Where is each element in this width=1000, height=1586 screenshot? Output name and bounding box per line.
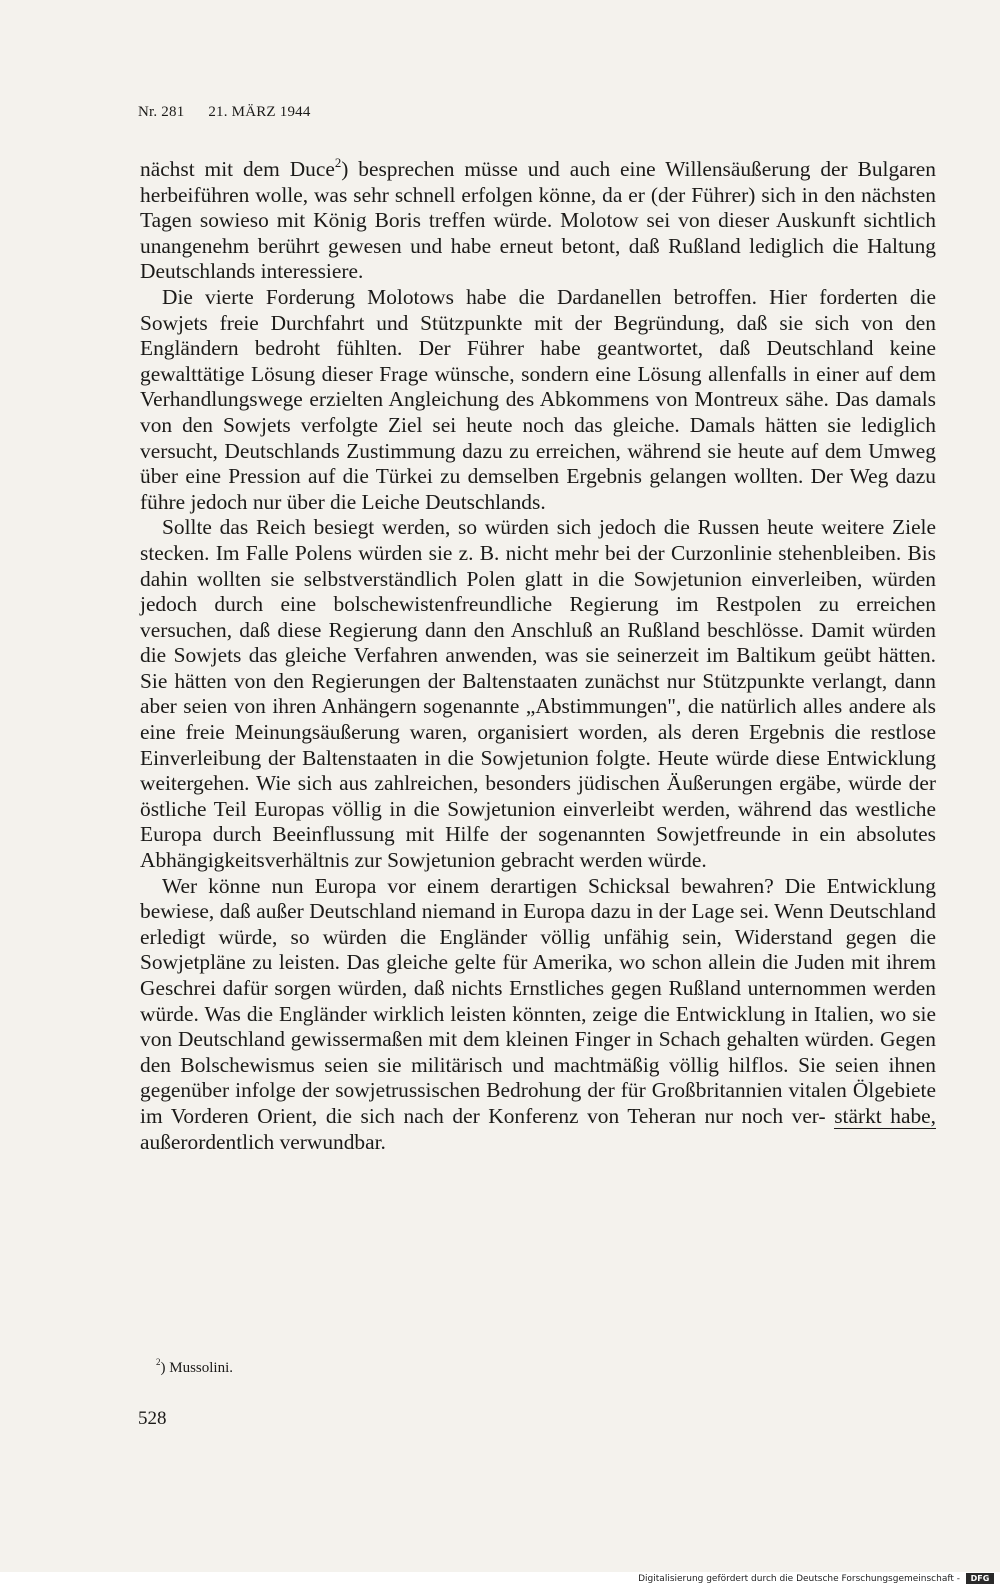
paragraph-1-start: nächst mit dem Duce [140, 157, 335, 181]
paragraph-4-end: außerordentlich verwundbar. [140, 1129, 386, 1154]
paragraph-1 [140, 157, 936, 285]
dfg-logo: DFG [966, 1573, 994, 1584]
footnote [156, 1357, 234, 1377]
footnote-reference: 2 [334, 155, 342, 170]
paragraph-3: Sollte das Reich besiegt werden, so würden sich jedoch die Russen heute weitere Ziele stecken. Im Falle Polens würden sie z. B. nicht mehr bei der Curzonlinie stehenbleiben. Bis dahin wollten sie selbstverständlich Polen glatt in die Sowjetunion einverleiben, würden jedoch durch eine bolschewistenfreundliche Regierung im Restpolen zu erreichen versuchen, daß diese Regierung dann den Anschluß an Rußland beschlösse. Damit würden die Sowjets das gleiche Verfahren anwenden, was sie seinerzeit im Baltikum geübt hätten. Sie hätten von den Regierungen der Baltenstaaten zunächst nur Stützpunkte verlangt, dann aber seien von ihren Anhängern sogenannte „Abstimmungen", die natürlich alles andere als eine freie Meinungsäußerung waren, organisiert worden, als deren Ergebnis die restlose Einverleibung der Baltenstaaten in die Sowjetunion folgte. Heute würde diese Entwicklung weitergehen. Wie sich aus zahlreichen, besonders jüdischen Äußerungen ergäbe, würde der östliche Teil Europas völlig in die Sowjetunion einverleibt werden, während das westliche Europa durch Beeinflussung mit Hilfe der sogenannten Sowjetfreunde in ein absolutes Abhängigkeitsverhältnis zur Sowjetunion gebracht werden würde. [140, 515, 936, 873]
document-number: Nr. 281 [138, 104, 185, 120]
paragraph-4-main: Wer könne nun Europa vor einem derartigen Schicksal bewahren? Die Entwicklung bewiese, daß außer Deutschland niemand in Europa dazu in der Lage sei. Wenn Deutschland erledigt würde, so würden die Engländer völlig unfähig sein, Widerstand gegen die Sowjetpläne zu leisten. Das gleiche gelte für Amerika, wo schon allein die Juden mit ihrem Geschrei dafür sorgen würden, daß nichts Ernstliches gegen Rußland unternommen werden würde. Was die Engländer wirklich leisten könnten, zeige die Entwicklung in Italien, wo sie von Deutschland gewissermaßen mit dem kleinen Finger in Schach gehalten würden. Gegen den Bolschewismus seien sie militärisch und machtmäßig völlig hilflos. Sie seien ihnen gegenüber infolge der sowjetrussischen Bedrohung der für Großbritannien vitalen Ölgebiete im Vorderen Orient, die sich nach der Konferenz von Teheran nur noch ver- [140, 873, 936, 1128]
running-head [138, 104, 311, 121]
paragraph-4 [140, 874, 936, 1156]
paragraph-2: Die vierte Forderung Molotows habe die Dardanellen betroffen. Hier forderten die Sowjets freie Durchfahrt und Stützpunkte mit der Begründung, daß sie sich von den Engländern bedroht fühlten. Der Führer habe geantwortet, daß Deutschland keine gewalttätige Lösung dieser Frage wünsche, sondern eine Lösung allenfalls in einer auf dem Verhandlungswege erzielten Angleichung des Abkommens von Montreux sähe. Das damals von den Sowjets verfolgte Ziel sei heute noch das gleiche. Damals hätten sie lediglich versucht, Deutschlands Zustimmung dazu zu erreichen, während sie heute auf dem Umweg über eine Pression auf die Türkei zu demselben Ergebnis gelangen wollten. Der Weg dazu führe jedoch nur über die Leiche Deutschlands. [140, 284, 936, 514]
document-date: 21. MÄRZ 1944 [208, 104, 311, 120]
paragraph-1-rest: ) besprechen müsse und auch eine Willensäußerung der Bulgaren herbeiführen wolle, was sehr schnell erfolgen könne, da er (der Führer) sich in den nächsten Tagen sowieso mit König Boris treffen würde. Molotow sei von dieser Auskunft sichtlich unangenehm berührt gewesen und habe erneut betont, daß Rußland lediglich die Haltung Deutschlands interessiere. [140, 157, 936, 284]
footnote-text: ) Mussolini. [160, 1360, 234, 1376]
footnote-marker: 2 [156, 1357, 161, 1368]
page-number: 528 [138, 1408, 167, 1429]
body-text [140, 157, 936, 1155]
digitization-credit: Digitalisierung gefördert durch die Deutsche Forschungsgemeinschaft - [638, 1574, 960, 1584]
underlined-phrase: stärkt habe, [834, 1103, 936, 1128]
